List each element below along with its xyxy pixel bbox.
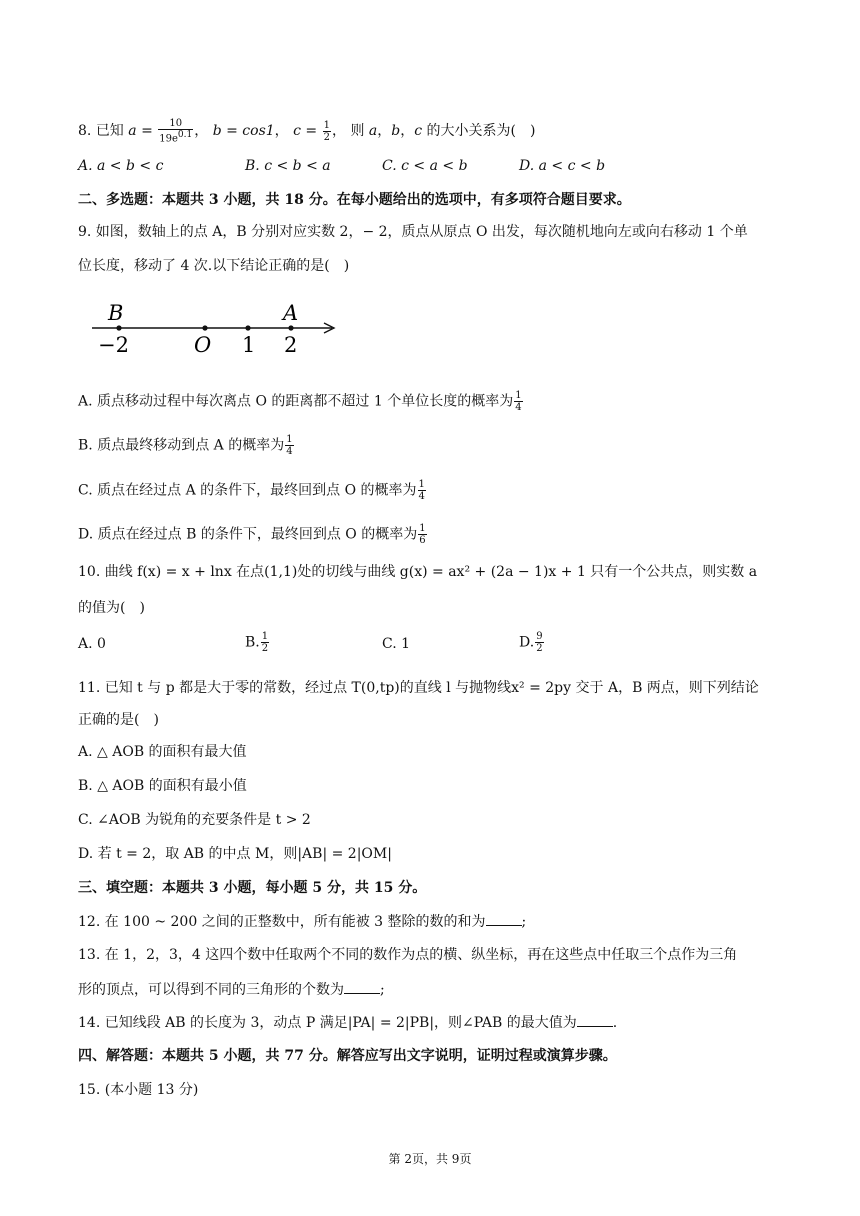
- section-heading-answer: 四、解答题：本题共 5 小题，共 77 分。解答应写出文字说明，证明过程或演算步骤。: [78, 1048, 617, 1064]
- page-footer: 第 2页，共 9页: [388, 1152, 472, 1166]
- figure-tick-origin: O: [194, 333, 212, 357]
- q11-stem-line1: 11. 已知 t 与 p 都是大于零的常数，经过点 T(0,tp)的直线 l 与抛物线x² = 2py 交于 A，B 两点，则下列结论: [78, 680, 759, 696]
- section-heading-multiple-choice: 二、多选题：本题共 3 小题，共 18 分。在每小题给出的选项中，有多项符合题目要求。: [78, 192, 631, 208]
- q13-answer-blank: [344, 981, 380, 994]
- figure-tick-minus2: −2: [98, 333, 129, 357]
- q8-option-c: C. c < a < b: [382, 158, 468, 174]
- q14-stem: 14. 已知线段 AB 的长度为 3，动点 P 满足|PA| = 2|PB|，则∠PAB 的最大值为 .: [78, 1015, 618, 1031]
- q8-text-relation: 的大小关系为( ): [426, 123, 536, 140]
- q9-option-b: B. 质点最终移动到点 A 的概率为 $\frac{1}{4}$: [78, 434, 293, 457]
- q8-stem: 8. 已知 a = $\frac{10}{19e^{0.1}}$ ， b = cos1， c = $\frac{1}{2}$ ， 则 a，b，c 的大小关系为( ): [78, 118, 536, 145]
- q8-b-expression: b = cos1: [212, 123, 275, 140]
- q8-a-fraction: $\frac{10}{19e^{0.1}}$: [159, 118, 193, 145]
- q10-option-b: B. $\frac{1}{2}$: [245, 631, 269, 654]
- figure-label-a: A: [283, 301, 299, 325]
- q8-text-known: 已知: [95, 123, 124, 140]
- q15-heading: 15. (本小题 13 分): [78, 1082, 199, 1098]
- q8-option-d: D. a < c < b: [519, 158, 606, 174]
- q9-stem-line2: 位长度，移动了 4 次.以下结论正确的是( ): [78, 258, 350, 274]
- q11-option-d: D. 若 t = 2，取 AB 的中点 M，则|AB| = 2|OM|: [78, 846, 392, 862]
- q11-option-b: B. △ AOB 的面积有最小值: [78, 778, 247, 794]
- q8-number: 8.: [78, 123, 92, 140]
- q9-stem-line1: 9. 如图，数轴上的点 A，B 分别对应实数 2，− 2，质点从原点 O 出发，每次随机地向左或向右移动 1 个单: [78, 224, 748, 240]
- q10-stem-line2: 的值为( ): [78, 600, 145, 616]
- q10-option-a: A. 0: [78, 636, 106, 652]
- q8-text-then: 则: [350, 123, 365, 140]
- q11-option-c: C. ∠AOB 为锐角的充要条件是 t > 2: [78, 812, 311, 828]
- q11-option-a: A. △ AOB 的面积有最大值: [78, 744, 247, 760]
- q8-option-a: A. a < b < c: [78, 158, 164, 174]
- q9-option-c: C. 质点在经过点 A 的条件下，最终回到点 O 的概率为 $\frac{1}{4}$: [78, 479, 425, 502]
- q12-stem: 12. 在 100 ~ 200 之间的正整数中，所有能被 3 整除的数的和为 ;: [78, 914, 527, 930]
- q9-option-a: A. 质点移动过程中每次离点 O 的距离都不超过 1 个单位长度的概率为 $\frac{1}{4}$: [78, 390, 522, 413]
- q11-stem-line2: 正确的是( ): [78, 712, 159, 728]
- section-heading-fill-in: 三、填空题：本题共 3 小题，每小题 5 分，共 15 分。: [78, 880, 427, 896]
- q12-answer-blank: [486, 913, 522, 926]
- q13-stem-line1: 13. 在 1，2，3，4 这四个数中任取两个不同的数作为点的横、纵坐标，再在这些点中任取三个点作为三角: [78, 947, 738, 963]
- q9-option-d: D. 质点在经过点 B 的条件下，最终回到点 O 的概率为 $\frac{1}{6}$: [78, 523, 426, 546]
- number-line-figure: [88, 298, 340, 358]
- q8-option-b: B. c < b < a: [245, 158, 331, 174]
- q10-option-d: D. $\frac{9}{2}$: [519, 631, 543, 654]
- figure-tick-2: 2: [284, 333, 298, 357]
- q10-stem-line1: 10. 曲线 f(x) = x + lnx 在点(1,1)处的切线与曲线 g(x) = ax² + (2a − 1)x + 1 只有一个公共点，则实数 a: [78, 564, 758, 580]
- q8-c-fraction: $\frac{1}{2}$: [323, 119, 330, 143]
- q10-option-c: C. 1: [382, 636, 411, 652]
- figure-label-b: B: [108, 301, 124, 325]
- q14-answer-blank: [577, 1014, 613, 1027]
- figure-tick-1: 1: [242, 333, 256, 357]
- q13-stem-line2: 形的顶点，可以得到不同的三角形的个数为 ;: [78, 982, 385, 998]
